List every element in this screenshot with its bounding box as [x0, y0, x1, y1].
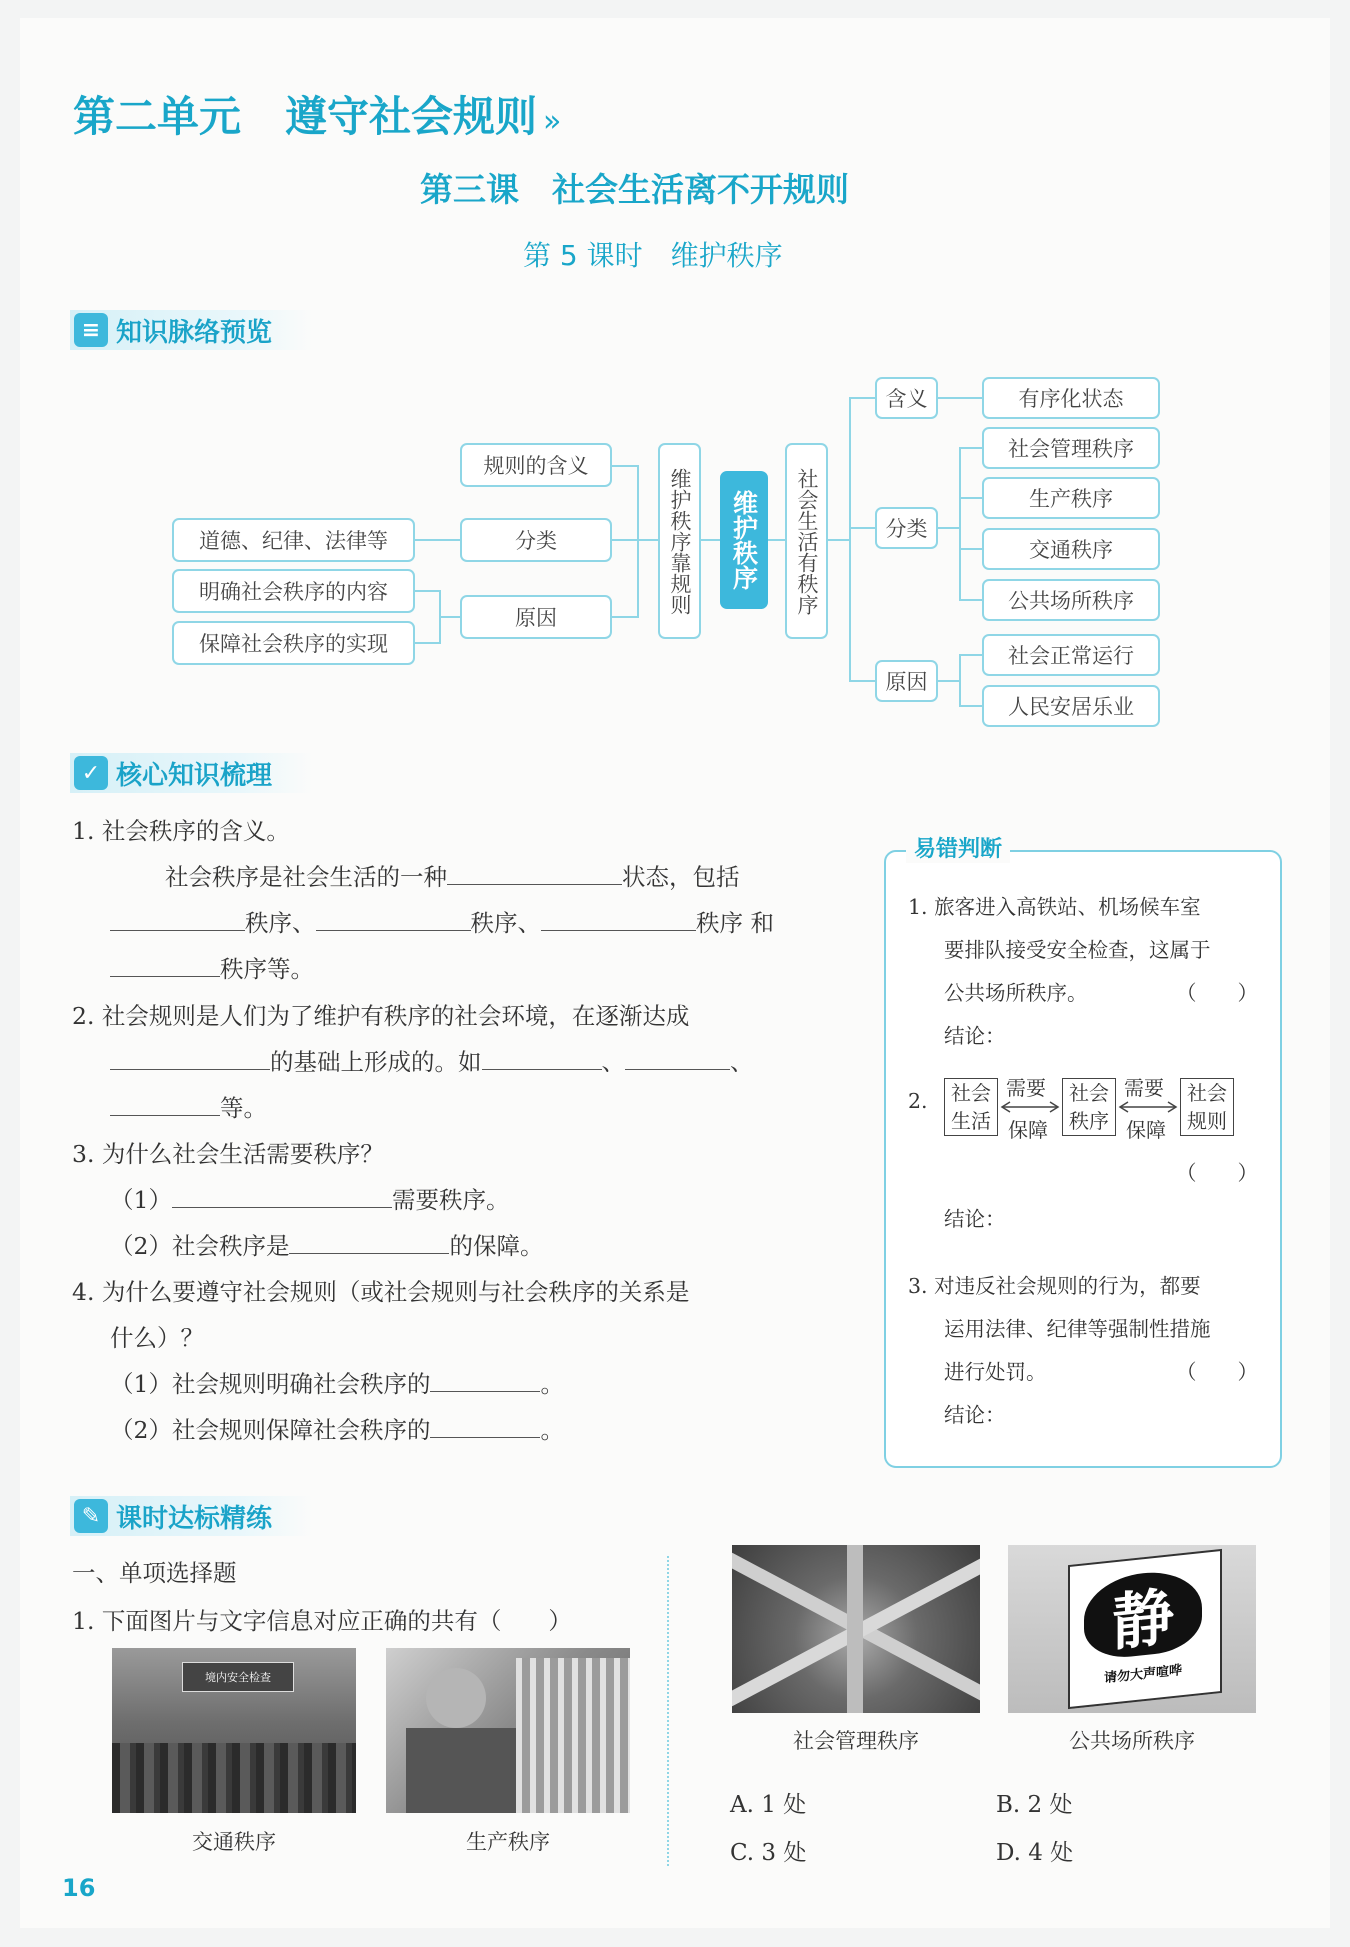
crowd-shape — [112, 1743, 356, 1813]
judgment-1-answer[interactable]: （ ） — [1176, 981, 1258, 1005]
q4-text: 。 — [540, 1416, 564, 1444]
q4-text: （2）社会规则保障社会秩序的 — [110, 1416, 431, 1444]
lesson-title: 第三课 社会生活离不开规则 — [420, 170, 849, 209]
quiet-sign-board — [1068, 1549, 1222, 1709]
judgment-1-text: 公共场所秩序。 — [944, 981, 1088, 1005]
quiet-character: 静 — [1084, 1567, 1202, 1661]
q4-heading: 什么）？ — [110, 1324, 204, 1352]
answer-blank[interactable] — [447, 856, 622, 885]
node-rule-meaning: 规则的含义 — [460, 443, 612, 487]
answer-blank[interactable] — [316, 902, 471, 931]
option-d[interactable]: D. 4 处 — [996, 1840, 1074, 1866]
caption-traffic-order: 交通秩序 — [192, 1830, 276, 1854]
answer-blank[interactable] — [541, 902, 696, 931]
answer-blank[interactable] — [430, 1409, 540, 1438]
q2-text: 、 — [730, 1048, 754, 1076]
double-arrow-icon — [1000, 1100, 1060, 1114]
node-order-classification: 分类 — [875, 507, 938, 549]
judgment-2-number: 2. — [908, 1089, 928, 1113]
unit-title: 遵守社会规则 — [285, 92, 538, 141]
leaf-guarantee-order: 保障社会秩序的实现 — [172, 621, 415, 665]
answer-blank[interactable] — [110, 948, 220, 977]
node-center-maintain-order: 维护秩序 — [720, 471, 768, 609]
q3-heading: 3. 为什么社会生活需要秩序？ — [72, 1140, 384, 1168]
leaf-production-order: 生产秩序 — [982, 477, 1160, 519]
node-rule-classification: 分类 — [460, 518, 612, 562]
caption-public-place-order: 公共场所秩序 — [1069, 1729, 1195, 1753]
security-sign: 境内安全检查 — [182, 1662, 294, 1692]
option-b[interactable]: B. 2 处 — [996, 1792, 1073, 1818]
option-c[interactable]: C. 3 处 — [730, 1840, 807, 1866]
q4-heading: 4. 为什么要遵守社会规则（或社会规则与社会秩序的关系是 — [72, 1278, 690, 1306]
leaf-social-management-order: 社会管理秩序 — [982, 427, 1160, 469]
q1-text: 社会秩序是社会生活的一种 — [165, 863, 447, 891]
judgment-3-answer[interactable]: （ ） — [1176, 1360, 1258, 1384]
judgment-1-text: 1. 旅客进入高铁站、机场候车室 — [908, 895, 1201, 919]
q1-text: 秩序等。 — [220, 955, 314, 983]
photo-quiet-sign — [1008, 1545, 1256, 1713]
q2-text: 的基础上形成的。如 — [270, 1048, 482, 1076]
answer-blank[interactable] — [110, 902, 245, 931]
book-stack-icon: ≡ — [74, 313, 108, 347]
judgment-3-text: 进行处罚。 — [944, 1360, 1047, 1384]
unit-label: 第二单元 — [73, 92, 242, 141]
answer-blank[interactable] — [482, 1041, 602, 1070]
photo-highway-interchange — [732, 1545, 980, 1713]
photo-security-check — [112, 1648, 356, 1813]
q1-text: 秩序 和 — [696, 909, 774, 937]
pencil-icon: ✎ — [74, 1499, 108, 1533]
road-shape — [847, 1545, 863, 1713]
column-divider — [667, 1556, 669, 1866]
leaf-public-place-order: 公共场所秩序 — [982, 579, 1160, 621]
answer-blank[interactable] — [110, 1041, 270, 1070]
box-social-rules: 社会规则 — [1180, 1078, 1234, 1136]
answer-blank[interactable] — [172, 1179, 392, 1208]
label-need: 需要 — [1124, 1076, 1164, 1100]
section-practice-label: 课时达标精练 — [116, 1503, 273, 1534]
leaf-normal-operation: 社会正常运行 — [982, 634, 1160, 676]
leaf-traffic-order: 交通秩序 — [982, 528, 1160, 570]
box-social-life: 社会生活 — [944, 1078, 998, 1136]
node-order-meaning: 含义 — [875, 377, 938, 419]
leaf-clarify-order-content: 明确社会秩序的内容 — [172, 569, 415, 613]
page-number: 16 — [62, 1874, 96, 1902]
judgment-3-text: 3. 对违反社会规则的行为，都要 — [908, 1274, 1201, 1298]
period-title: 第 5 课时 维护秩序 — [523, 239, 783, 272]
answer-blank[interactable] — [110, 1087, 220, 1116]
node-life-has-order: 社会生活有秩序 — [785, 443, 828, 639]
workbook-page — [20, 18, 1330, 1928]
q3-text: 需要秩序。 — [391, 1186, 510, 1214]
worker-head-shape — [426, 1668, 486, 1728]
q1-text: 状态，包括 — [622, 863, 740, 891]
double-arrow-icon — [1118, 1100, 1178, 1114]
node-order-relies-on-rules: 维护秩序靠规则 — [658, 443, 701, 639]
node-rule-reason: 原因 — [460, 595, 612, 639]
q2-text: 、 — [601, 1048, 625, 1076]
answer-blank[interactable] — [289, 1225, 449, 1254]
checkbox-icon: ✓ — [74, 756, 108, 790]
error-judgment-box — [884, 837, 1282, 1468]
photo-factory-worker — [386, 1648, 630, 1813]
section-core — [70, 753, 312, 793]
section-preview-label: 知识脉络预览 — [116, 317, 273, 348]
q2-text: 等。 — [220, 1094, 267, 1122]
q3-text: 的保障。 — [449, 1232, 544, 1260]
judgment-2-answer[interactable]: （ ） — [1176, 1161, 1258, 1185]
node-order-reason: 原因 — [875, 660, 938, 702]
judgment-2-conclusion: 结论： — [944, 1207, 1006, 1231]
q4-text: （1）社会规则明确社会秩序的 — [110, 1370, 431, 1398]
q3-text: （2）社会秩序是 — [110, 1232, 290, 1260]
q2-text: 2. 社会规则是人们为了维护有秩序的社会环境，在逐渐达成 — [72, 1002, 690, 1030]
error-judgment-title: 易错判断 — [906, 832, 1010, 863]
chevron-icon: » — [543, 104, 562, 139]
caption-social-management-order: 社会管理秩序 — [793, 1729, 919, 1753]
q1-heading: 1. 社会秩序的含义。 — [72, 817, 290, 845]
judgment-1-text: 要排队接受安全检查，这属于 — [944, 938, 1211, 962]
q4-text: 。 — [540, 1370, 564, 1398]
worker-body-shape — [406, 1728, 516, 1813]
machine-shape — [516, 1658, 630, 1813]
label-guarantee: 保障 — [1126, 1118, 1166, 1142]
caption-production-order: 生产秩序 — [466, 1830, 550, 1854]
q1-text: 秩序、 — [245, 909, 316, 937]
mcq-question-1: 1. 下面图片与文字信息对应正确的共有（ ） — [72, 1607, 572, 1635]
q3-text: （1） — [110, 1186, 172, 1214]
section-practice — [70, 1496, 312, 1536]
leaf-people-live-happily: 人民安居乐业 — [982, 685, 1160, 727]
q1-text: 秩序、 — [470, 909, 541, 937]
option-a[interactable]: A. 1 处 — [730, 1792, 807, 1818]
section-core-label: 核心知识梳理 — [116, 760, 273, 791]
judgment-3-conclusion: 结论： — [944, 1403, 1006, 1427]
answer-blank[interactable] — [625, 1041, 730, 1070]
box-social-order: 社会秩序 — [1062, 1078, 1116, 1136]
answer-blank[interactable] — [430, 1363, 540, 1392]
judgment-3-text: 运用法律、纪律等强制性措施 — [944, 1317, 1211, 1341]
leaf-ordered-state: 有序化状态 — [982, 377, 1160, 419]
label-guarantee: 保障 — [1008, 1118, 1048, 1142]
leaf-moral-discipline-law: 道德、纪律、法律等 — [172, 518, 415, 562]
judgment-2-diagram — [944, 1074, 1244, 1146]
question-type: 一、单项选择题 — [72, 1559, 237, 1587]
knowledge-mindmap — [20, 18, 1330, 758]
quiet-sign-subtitle: 请勿大声喧哗 — [1103, 1663, 1182, 1687]
judgment-1-conclusion: 结论： — [944, 1024, 1006, 1048]
label-need: 需要 — [1006, 1076, 1046, 1100]
